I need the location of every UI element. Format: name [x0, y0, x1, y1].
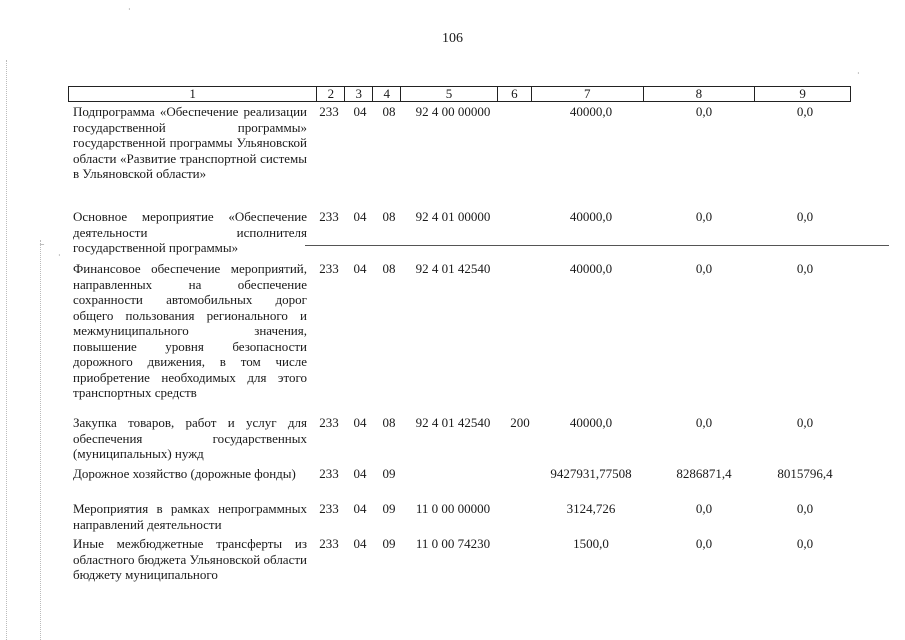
scan-speck: –: [40, 239, 44, 248]
cell-col2: 233: [319, 466, 339, 481]
cell-col5: 11 0 00 00000: [415, 501, 491, 516]
cell-col7: 3124,726: [566, 501, 616, 516]
cell-col8: 0,0: [695, 415, 713, 430]
cell-col9: 0,0: [796, 104, 814, 119]
cell-col9: 0,0: [796, 415, 814, 430]
cell-col4: 08: [382, 415, 396, 430]
scan-speck: ·: [857, 69, 860, 78]
column-header: 4: [372, 87, 400, 101]
scan-artifact-edge: [6, 60, 7, 640]
row-name: Подпрограмма «Обеспечение реализации государственной программы» государственной программы Ульяновской области «Развитие транспортной системы в Ульяновской области»: [73, 104, 307, 181]
page-number: 106: [442, 31, 463, 46]
cell-col8: 0,0: [695, 209, 713, 224]
cell-col7: 40000,0: [569, 104, 613, 119]
cell-col4: 08: [382, 209, 396, 224]
row-name: Финансовое обеспечение мероприятий, направленных на обеспечение сохранности автомобильных дорог общего пользования регионального и межмуниципального значения, повышение уровня безопасности дорожного движения, в том числе приобретение необходимых для этого транспортных средств: [73, 261, 307, 400]
cell-col7: 40000,0: [569, 261, 613, 276]
column-header: 3: [344, 87, 372, 101]
cell-col3: 04: [353, 209, 367, 224]
scan-speck: ·: [58, 251, 61, 260]
row-name: Закупка товаров, работ и услуг для обеспечения государственных (муниципальных) нужд: [73, 415, 307, 461]
column-header: 7: [531, 87, 643, 101]
cell-col8: 0,0: [695, 536, 713, 551]
cell-col9: 0,0: [796, 261, 814, 276]
cell-col2: 233: [319, 209, 339, 224]
cell-col5: 92 4 01 00000: [415, 209, 491, 224]
scan-speck: ·: [128, 5, 131, 14]
cell-col5: 92 4 01 42540: [415, 261, 491, 276]
cell-col6: 200: [510, 415, 530, 430]
cell-col9: 0,0: [796, 501, 814, 516]
cell-col9: 0,0: [796, 209, 814, 224]
cell-col2: 233: [319, 536, 339, 551]
cell-col2: 233: [319, 104, 339, 119]
scan-artifact-line: [305, 245, 889, 246]
cell-col3: 04: [353, 501, 367, 516]
cell-col7: 9427931,77508: [550, 466, 632, 481]
cell-col7: 40000,0: [569, 415, 613, 430]
column-header: 6: [497, 87, 531, 101]
cell-col4: 08: [382, 261, 396, 276]
row-name: Основное мероприятие «Обеспечение деятельности исполнителя государственной программы»: [73, 209, 307, 255]
cell-col2: 233: [319, 501, 339, 516]
column-header: 2: [316, 87, 344, 101]
cell-col8: 0,0: [695, 261, 713, 276]
cell-col9: 0,0: [796, 536, 814, 551]
cell-col2: 233: [319, 415, 339, 430]
cell-col4: 09: [382, 466, 396, 481]
column-header: 9: [754, 87, 850, 101]
cell-col3: 04: [353, 415, 367, 430]
column-header: 5: [400, 87, 497, 101]
cell-col4: 09: [382, 536, 396, 551]
cell-col4: 08: [382, 104, 396, 119]
cell-col4: 09: [382, 501, 396, 516]
cell-col2: 233: [319, 261, 339, 276]
cell-col8: 0,0: [695, 104, 713, 119]
cell-col8: 8286871,4: [676, 466, 732, 481]
row-name: Дорожное хозяйство (дорожные фонды): [73, 466, 296, 481]
cell-col5: 11 0 00 74230: [415, 536, 491, 551]
column-header: 8: [643, 87, 755, 101]
cell-col9: 8015796,4: [777, 466, 833, 481]
column-header: 1: [189, 87, 196, 101]
cell-col3: 04: [353, 261, 367, 276]
table-header: [68, 86, 851, 102]
row-name: Мероприятия в рамках непрограммных направлений деятельности: [73, 501, 307, 532]
cell-col5: 92 4 01 42540: [415, 415, 491, 430]
cell-col8: 0,0: [695, 501, 713, 516]
cell-col3: 04: [353, 104, 367, 119]
scan-artifact-edge: [40, 240, 41, 640]
cell-col3: 04: [353, 466, 367, 481]
row-name: Иные межбюджетные трансферты из областного бюджета Ульяновской области бюджету муниципального: [73, 536, 307, 582]
cell-col7: 40000,0: [569, 209, 613, 224]
cell-col7: 1500,0: [573, 536, 609, 551]
cell-col5: 92 4 00 00000: [415, 104, 491, 119]
cell-col3: 04: [353, 536, 367, 551]
